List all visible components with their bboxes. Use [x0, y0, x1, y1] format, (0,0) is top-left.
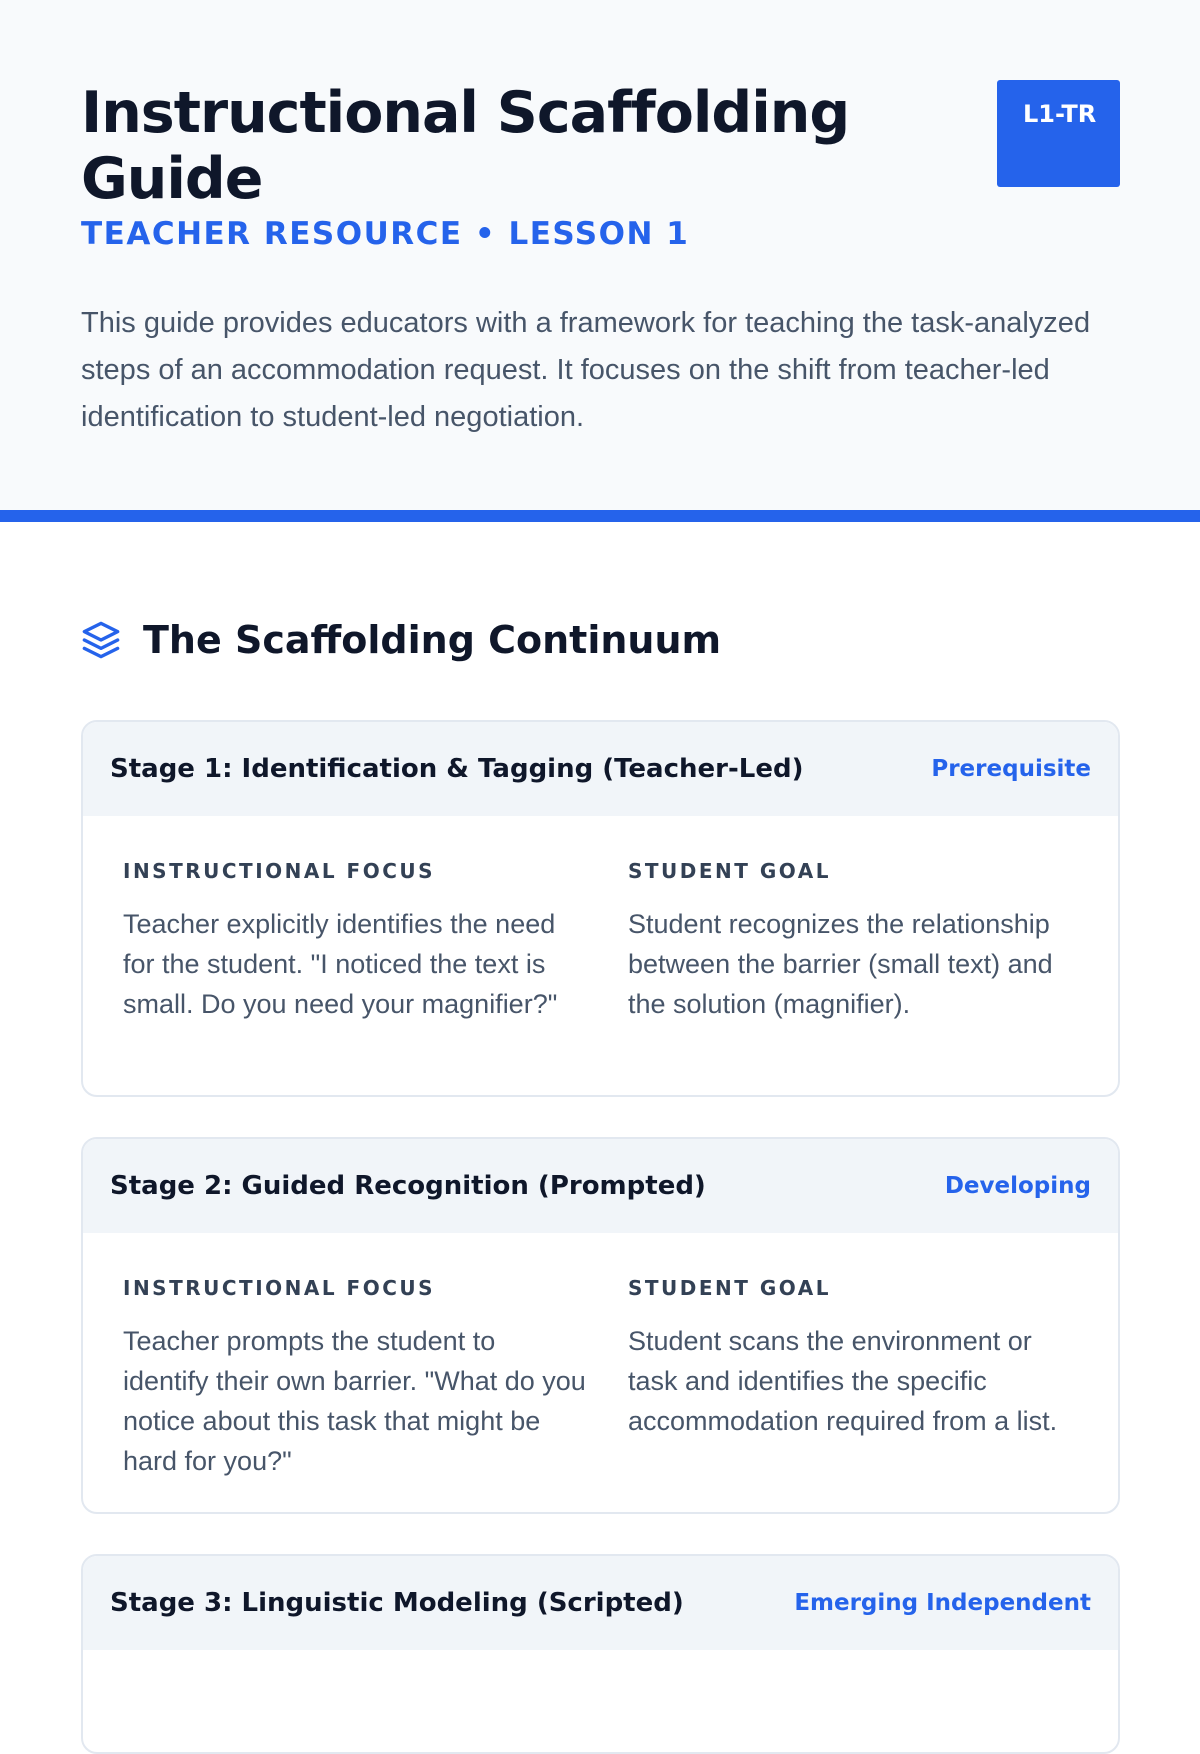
- page-title: Instructional Scaffolding Guide: [81, 80, 850, 212]
- student-goal-column: [628, 860, 1083, 1024]
- stage-card: [81, 720, 1120, 1097]
- student-goal-label: STUDENT GOAL: [628, 1276, 831, 1300]
- instructional-focus-text: Teacher prompts the student to identify their own barrier. "What do you notice about this task that might be hard for you?": [123, 1326, 586, 1476]
- resource-code-badge: L1-TR: [997, 80, 1120, 187]
- section-heading: [81, 612, 721, 668]
- intro-paragraph: This guide provides educators with a framework for teaching the task-analyzed steps of an accommodation request. It focuses on the shift from teacher-led identification to student-led negotiation.: [81, 307, 1091, 433]
- stage-title: Stage 2: Guided Recognition (Prompted): [110, 1171, 706, 1201]
- stage-title: Stage 1: Identification & Tagging (Teacher-Led): [110, 754, 804, 784]
- stage-level-label: Emerging Independent: [794, 1590, 1091, 1616]
- stage-level-label: Developing: [944, 1173, 1091, 1199]
- instructional-focus-label: INSTRUCTIONAL FOCUS: [123, 859, 436, 883]
- stage-card: [81, 1137, 1120, 1514]
- section-title: The Scaffolding Continuum: [143, 618, 722, 662]
- stage-level-label: Prerequisite: [931, 756, 1091, 782]
- layers-icon: [81, 620, 121, 660]
- stage-header: [83, 722, 1118, 816]
- student-goal-column: [628, 1277, 1083, 1481]
- instructional-focus-column: [123, 860, 588, 1024]
- header: [0, 0, 1200, 522]
- page-subtitle: TEACHER RESOURCE • LESSON 1: [81, 216, 690, 252]
- stage-body: [83, 816, 1118, 1024]
- student-goal-text: Student recognizes the relationship between the barrier (small text) and the solution (magnifier).: [628, 909, 1053, 1019]
- stage-card: [81, 1554, 1120, 1754]
- stage-title: Stage 3: Linguistic Modeling (Scripted): [110, 1588, 684, 1618]
- instructional-focus-column: [123, 1277, 588, 1481]
- student-goal-label: STUDENT GOAL: [628, 859, 831, 883]
- stage-header: [83, 1139, 1118, 1233]
- instructional-focus-label: INSTRUCTIONAL FOCUS: [123, 1276, 436, 1300]
- student-goal-text: Student scans the environment or task and identifies the specific accommodation required from a list.: [628, 1326, 1058, 1436]
- stage-body: [83, 1233, 1118, 1481]
- stage-header: [83, 1556, 1118, 1650]
- instructional-focus-text: Teacher explicitly identifies the need for the student. "I noticed the text is small. Do you need your magnifier?": [123, 909, 558, 1019]
